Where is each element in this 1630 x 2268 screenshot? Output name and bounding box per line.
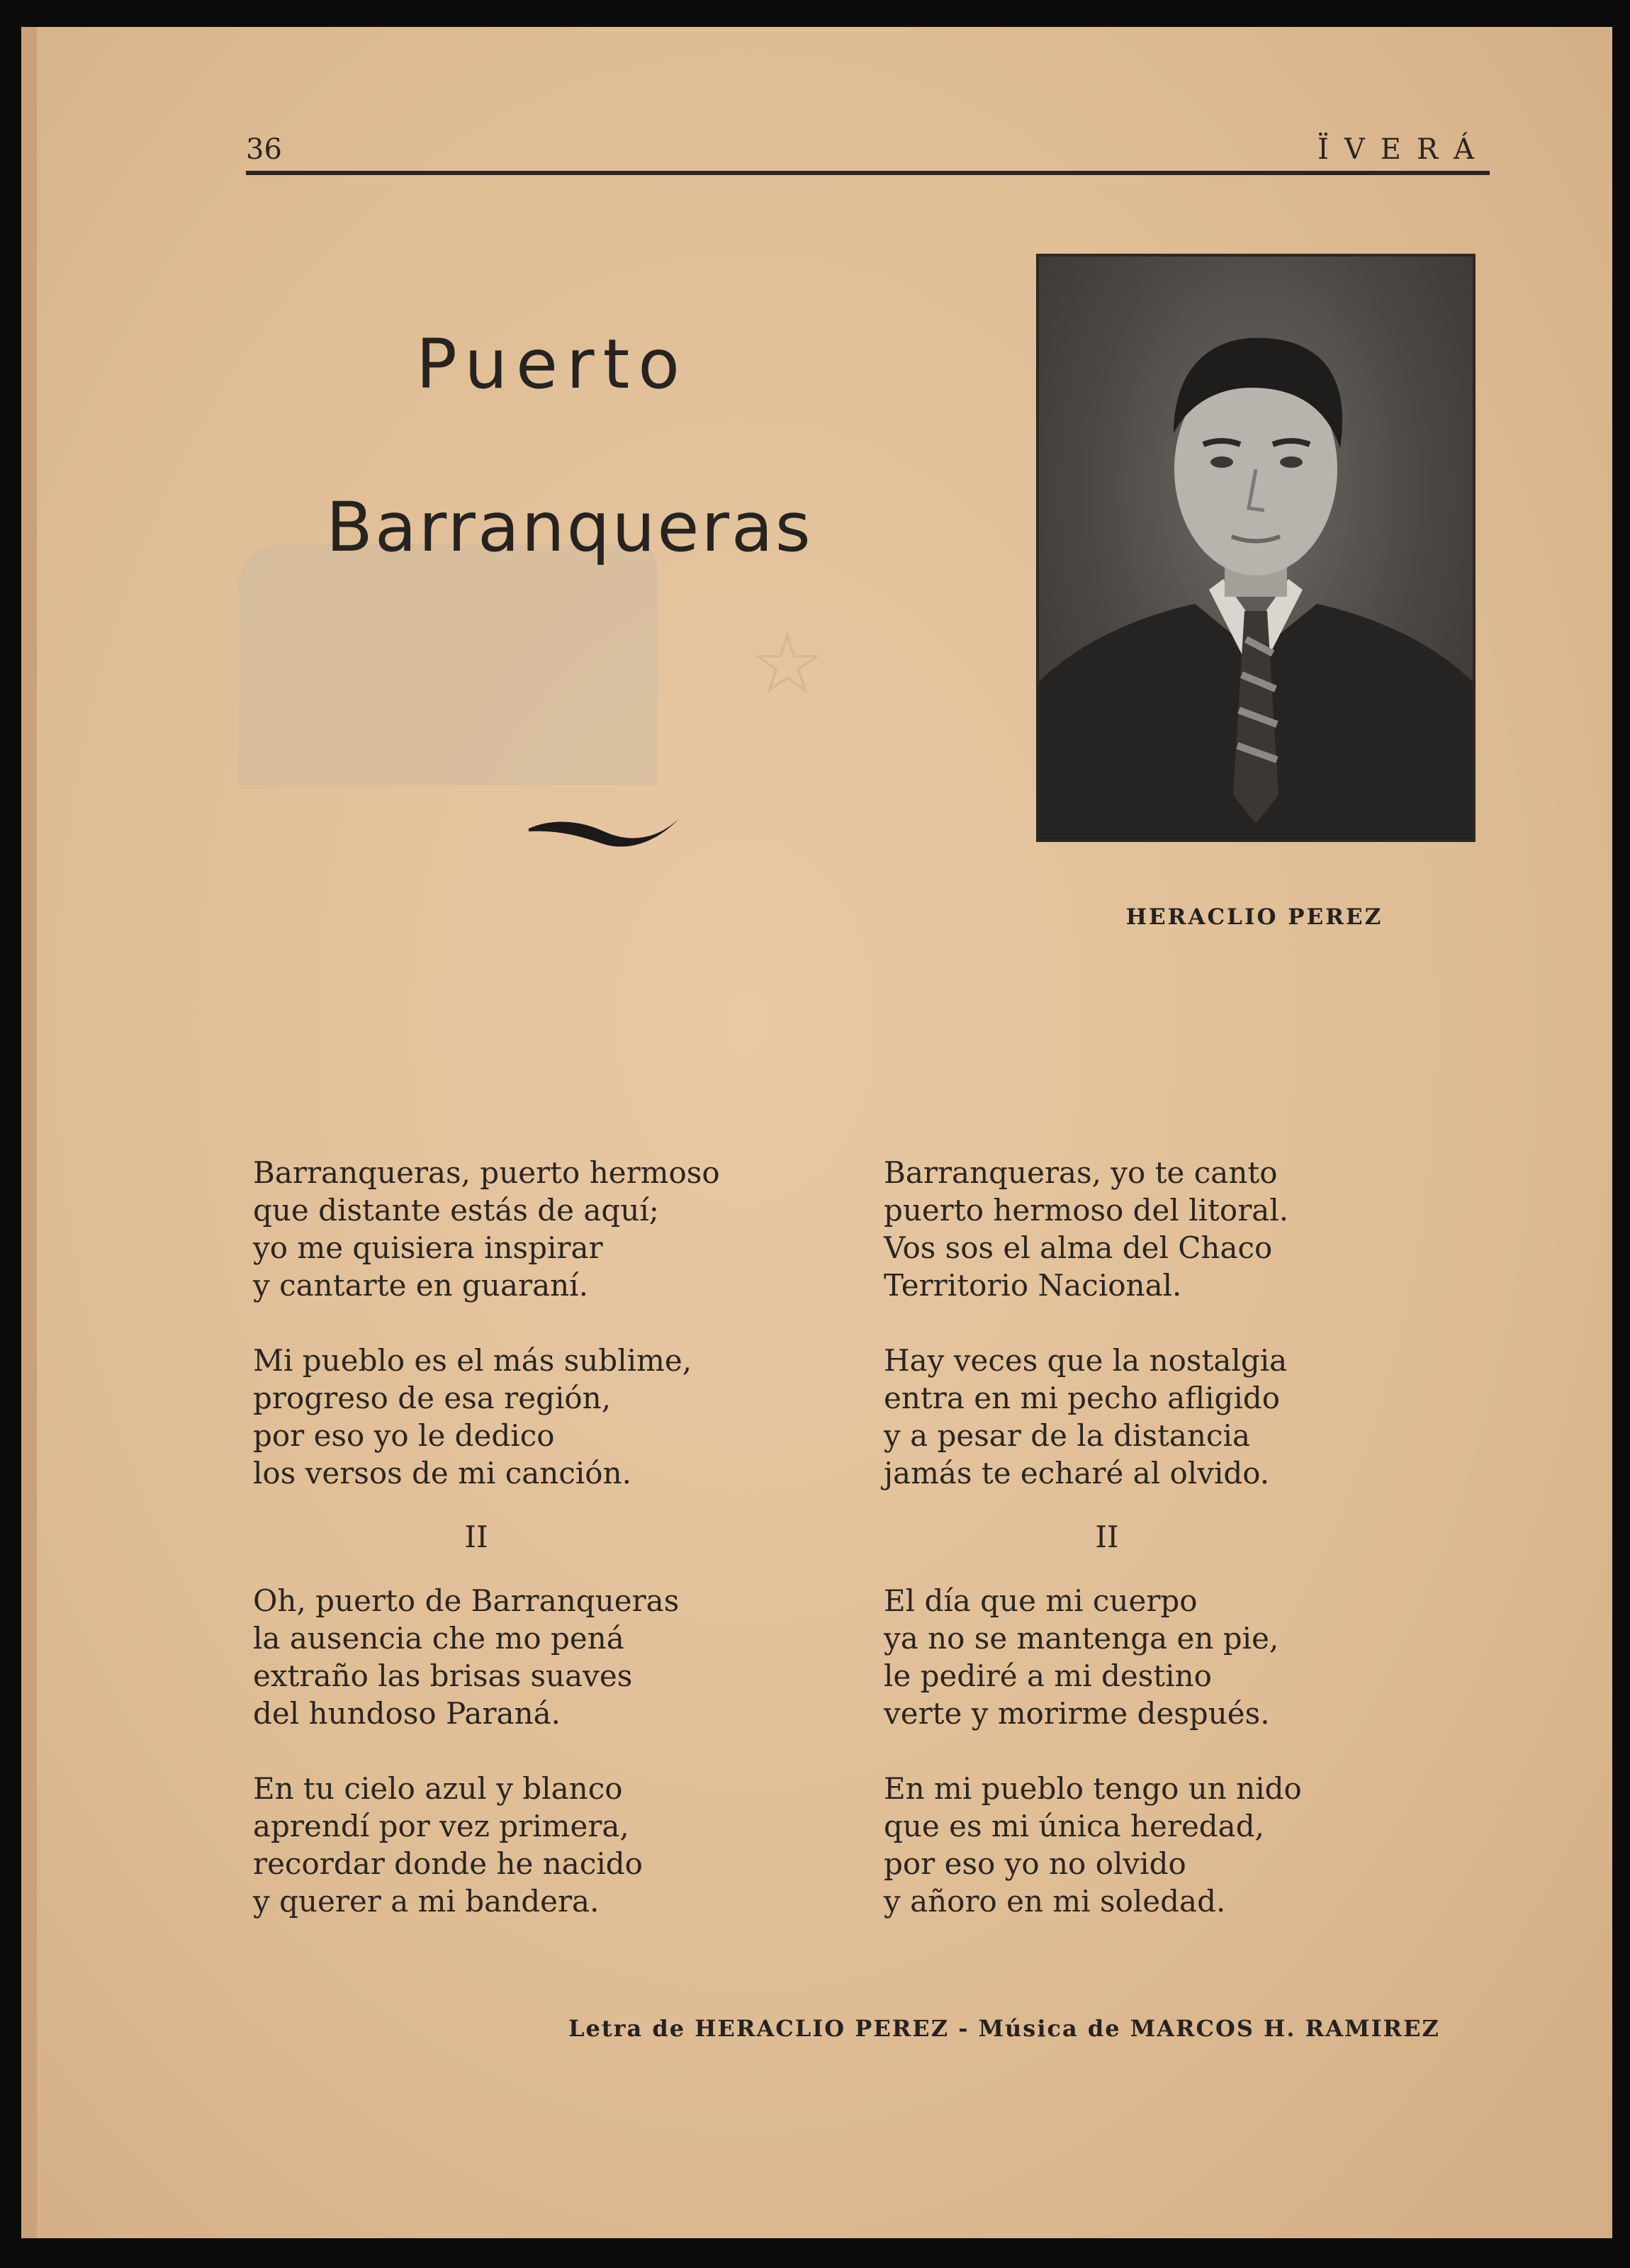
portrait-figure xyxy=(1039,257,1473,839)
verse-line: recordar donde he nacido xyxy=(253,1846,643,1881)
song-credit: Letra de HERACLIO PEREZ - Música de MARCOS H. RAMIREZ xyxy=(568,2015,1440,2042)
verse-line: extraño las brisas suaves xyxy=(253,1658,633,1693)
verse-line: En mi pueblo tengo un nido xyxy=(884,1771,1302,1806)
verse-line: Mi pueblo es el más sublime, xyxy=(253,1343,692,1378)
verse-line: y cantarte en guaraní. xyxy=(253,1268,588,1303)
verse-line: Hay veces que la nostalgia xyxy=(884,1343,1288,1378)
photo-caption: HERACLIO PEREZ xyxy=(1125,904,1383,930)
title-line-1: Puerto xyxy=(416,325,688,404)
stanza xyxy=(884,1582,1422,1732)
verse-line: que distante estás de aquí; xyxy=(253,1193,659,1228)
verse-line: El día que mi cuerpo xyxy=(884,1583,1198,1618)
verse-line: del hundoso Paraná. xyxy=(253,1696,561,1731)
verse-line: y añoro en mi soledad. xyxy=(884,1884,1226,1919)
section-numeral: II xyxy=(464,1520,488,1554)
stanza xyxy=(884,1154,1422,1304)
verse-line: entra en mi pecho afligido xyxy=(884,1381,1281,1415)
stanza xyxy=(253,1154,792,1304)
page-number: 36 xyxy=(246,133,282,166)
show-through-shadow xyxy=(239,544,657,785)
magazine-page xyxy=(21,27,1612,2238)
verse-line: Vos sos el alma del Chaco xyxy=(884,1230,1273,1265)
verse-line: y a pesar de la distancia xyxy=(884,1418,1250,1453)
verse-line: Territorio Nacional. xyxy=(884,1268,1182,1303)
section-numeral: II xyxy=(1095,1520,1119,1554)
header-rule xyxy=(246,171,1490,175)
verse-line: la ausencia che mo pená xyxy=(253,1621,624,1656)
stanza xyxy=(884,1342,1422,1492)
verse-line: por eso yo no olvido xyxy=(884,1846,1186,1881)
verse-line: puerto hermoso del litoral. xyxy=(884,1193,1289,1228)
publication-title: ÏVERÁ xyxy=(1317,133,1490,166)
stanza xyxy=(253,1770,792,1920)
stanza xyxy=(253,1582,792,1732)
verse-line: verte y morirme después. xyxy=(884,1696,1270,1731)
show-through-star-icon: ☆ xyxy=(749,615,826,714)
verse-line: En tu cielo azul y blanco xyxy=(253,1771,623,1806)
verse-line: Barranqueras, puerto hermoso xyxy=(253,1155,720,1190)
verse-line: jamás te echaré al olvido. xyxy=(884,1456,1270,1491)
verse-line: por eso yo le dedico xyxy=(253,1418,555,1453)
portrait-photo xyxy=(1036,254,1476,842)
poem-left-column xyxy=(253,1154,792,1958)
poem-right-column xyxy=(884,1154,1422,1958)
verse-line: Barranqueras, yo te canto xyxy=(884,1155,1278,1190)
verse-line: que es mi única heredad, xyxy=(884,1809,1264,1843)
verse-line: Oh, puerto de Barranqueras xyxy=(253,1583,680,1618)
verse-line: le pediré a mi destino xyxy=(884,1658,1212,1693)
ornament-swash-icon xyxy=(526,810,682,853)
verse-line: yo me quisiera inspirar xyxy=(253,1230,603,1265)
verse-line: progreso de esa región, xyxy=(253,1381,612,1415)
verse-line: y querer a mi bandera. xyxy=(253,1884,600,1919)
verse-line: los versos de mi canción. xyxy=(253,1456,631,1491)
verse-line: aprendí por vez primera, xyxy=(253,1809,629,1843)
page-header xyxy=(246,133,1490,176)
verse-line: ya no se mantenga en pie, xyxy=(884,1621,1279,1656)
stanza xyxy=(884,1770,1422,1920)
title-line-2: Barranqueras xyxy=(326,488,813,567)
stanza xyxy=(253,1342,792,1492)
